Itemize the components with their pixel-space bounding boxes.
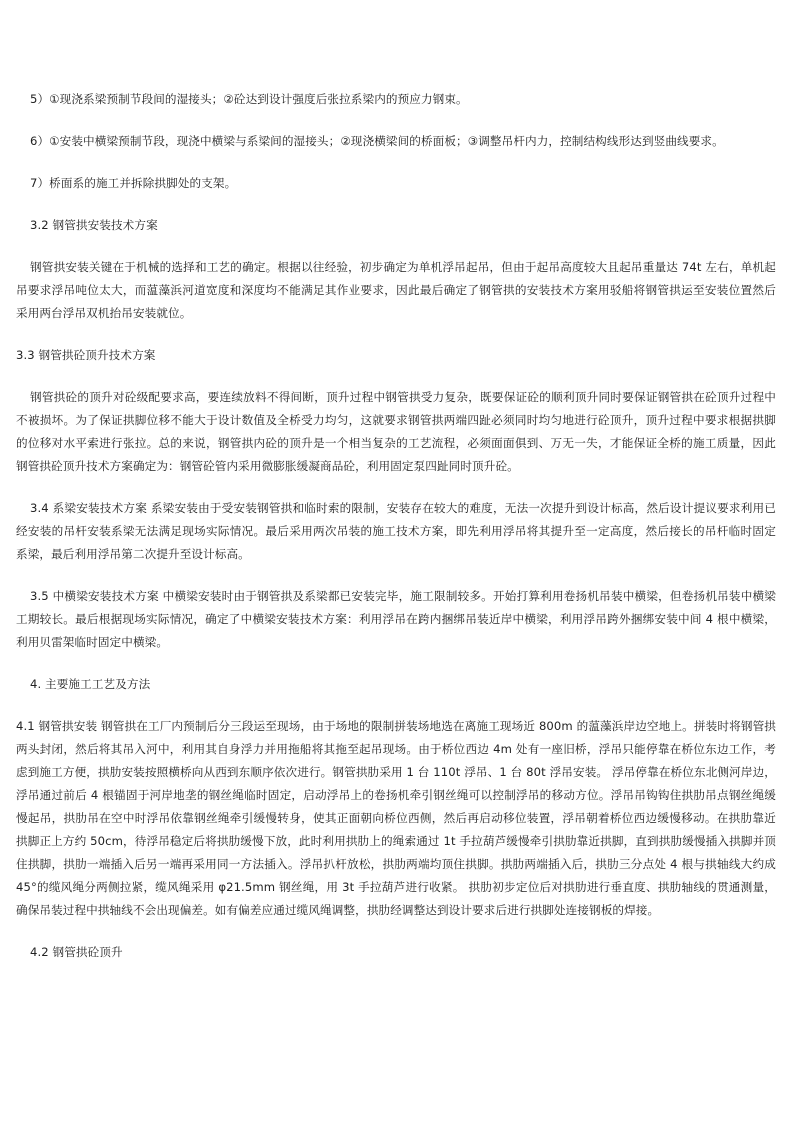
section-4-1-paragraph: 4.1 钢管拱安装 钢管拱在工厂内预制后分三段运至现场，由于场地的限制拼装场地选在离施工现场近 800m 的蕰藻浜岸边空地上。拼装时将钢管拱两头封闭，然后将其吊入河中，利用其自身浮力并用拖船将其拖至起吊现场。由于桥位西边 4m 处有一座旧桥，浮吊只能停靠在桥位东边工作，考虑到施工方便，拱肋安装按照横桥向从西到东顺序依次进行。钢管拱肋采用 1 台 110t 浮吊、1 台 80t 浮吊安装。 浮吊停靠在桥位东北侧河岸边，浮吊通过前后 4 根锚固于河岸地垄的钢丝绳临时固定，启动浮吊上的卷扬机牵引钢丝绳可以控制浮吊的移动方位。浮吊吊钩钩住拱肋吊点钢丝绳缓慢起吊，拱肋吊在空中时浮吊依靠钢丝绳牵引缓慢转身，使其正面朝向桥位西侧，然后再启动移位装置，浮吊朝着桥位西边缓慢移动。在拱肋靠近拱脚正上方约 50cm，待浮吊稳定后将拱肋缓慢下放，此时利用拱肋上的绳索通过 1t 手拉葫芦缓慢牵引拱肋靠近拱脚，直到拱肋缓慢插入拱脚并顶住拱脚，拱肋一端插入后另一端再采用同一方法插入。浮吊扒杆放松，拱肋两端均顶住拱脚。拱肋两端插入后，拱肋三分点处 4 根与拱轴线大约成 45°的缆风绳分两侧拉紧，缆风绳采用 φ21.5mm 钢丝绳，用 3t 手拉葫芦进行收紧。 拱肋初步定位后对拱肋进行垂直度、拱肋轴线的贯通测量，确保吊装过程中拱轴线不会出现偏差。如有偏差应通过缆风绳调整，拱肋经调整达到设计要求后进行拱脚处连接钢板的焊接。 xyxy=(16,719,776,917)
document-page xyxy=(16,88,776,983)
heading-3-2: 3.2 钢管拱安装技术方案 xyxy=(30,218,158,232)
section-3-5-paragraph: 3.5 中横梁安装技术方案 中横梁安装时由于钢管拱及系梁都已安装完毕，施工限制较多。开始打算利用卷扬机吊装中横梁，但卷扬机吊装中横梁工期较长。最后根据现场实际情况，确定了中横梁安装技术方案：利用浮吊在跨内捆绑吊装近岸中横梁，利用浮吊跨外捆绑安装中间 4 根中横梁，利用贝雷架临时固定中横梁。 xyxy=(16,589,776,649)
step-6-paragraph: 6）①安装中横梁预制节段，现浇中横梁与系梁间的湿接头；②现浇横梁间的桥面板；③调整吊杆内力，控制结构线形达到竖曲线要求。 xyxy=(30,134,724,148)
heading-3-3: 3.3 钢管拱砼顶升技术方案 xyxy=(16,348,156,362)
section-3-2-paragraph: 钢管拱安装关键在于机械的选择和工艺的确定。根据以往经验，初步确定为单机浮吊起吊，但由于起吊高度较大且起吊重量达 74t 左右，单机起吊要求浮吊吨位太大，而蕰藻浜河道宽度和深度均不能满足其作业要求，因此最后确定了钢管拱的安装技术方案用驳船将钢管拱运至安装位置然后采用两台浮吊双机抬吊安装就位。 xyxy=(16,260,776,320)
step-7-paragraph: 7）桥面系的施工并拆除拱脚处的支架。 xyxy=(30,176,237,190)
section-3-3-paragraph: 钢管拱砼的顶升对砼级配要求高，要连续放料不得间断，顶升过程中钢管拱受力复杂，既要保证砼的顺利顶升同时要保证钢管拱在砼顶升过程中不被损坏。为了保证拱脚位移不能大于设计数值及全桥受力均匀，这就要求钢管拱两端四趾必须同时均匀地进行砼顶升，顶升过程中要求根据拱脚的位移对水平索进行张拉。总的来说，钢管拱内砼的顶升是一个相当复杂的工艺流程，必须面面俱到、万无一失，才能保证全桥的施工质量，因此钢管拱砼顶升技术方案确定为：钢管砼管内采用微膨胀缓凝商品砼，利用固定泵四趾同时顶升砼。 xyxy=(16,390,776,473)
heading-4-2: 4.2 钢管拱砼顶升 xyxy=(30,945,123,959)
step-5-paragraph: 5）①现浇系梁预制节段间的湿接头；②砼达到设计强度后张拉系梁内的预应力钢束。 xyxy=(30,92,468,106)
heading-4: 4. 主要施工工艺及方法 xyxy=(30,677,151,691)
section-3-4-paragraph: 3.4 系梁安装技术方案 系梁安装由于受安装钢管拱和临时索的限制，安装存在较大的难度，无法一次提升到设计标高，然后设计提议要求利用已经安装的吊杆安装系梁无法满足现场实际情况。最后采用两次吊装的施工技术方案，即先利用浮吊将其提升至一定高度，然后接长的吊杆临时固定系梁，最后利用浮吊第二次提升至设计标高。 xyxy=(16,501,776,561)
